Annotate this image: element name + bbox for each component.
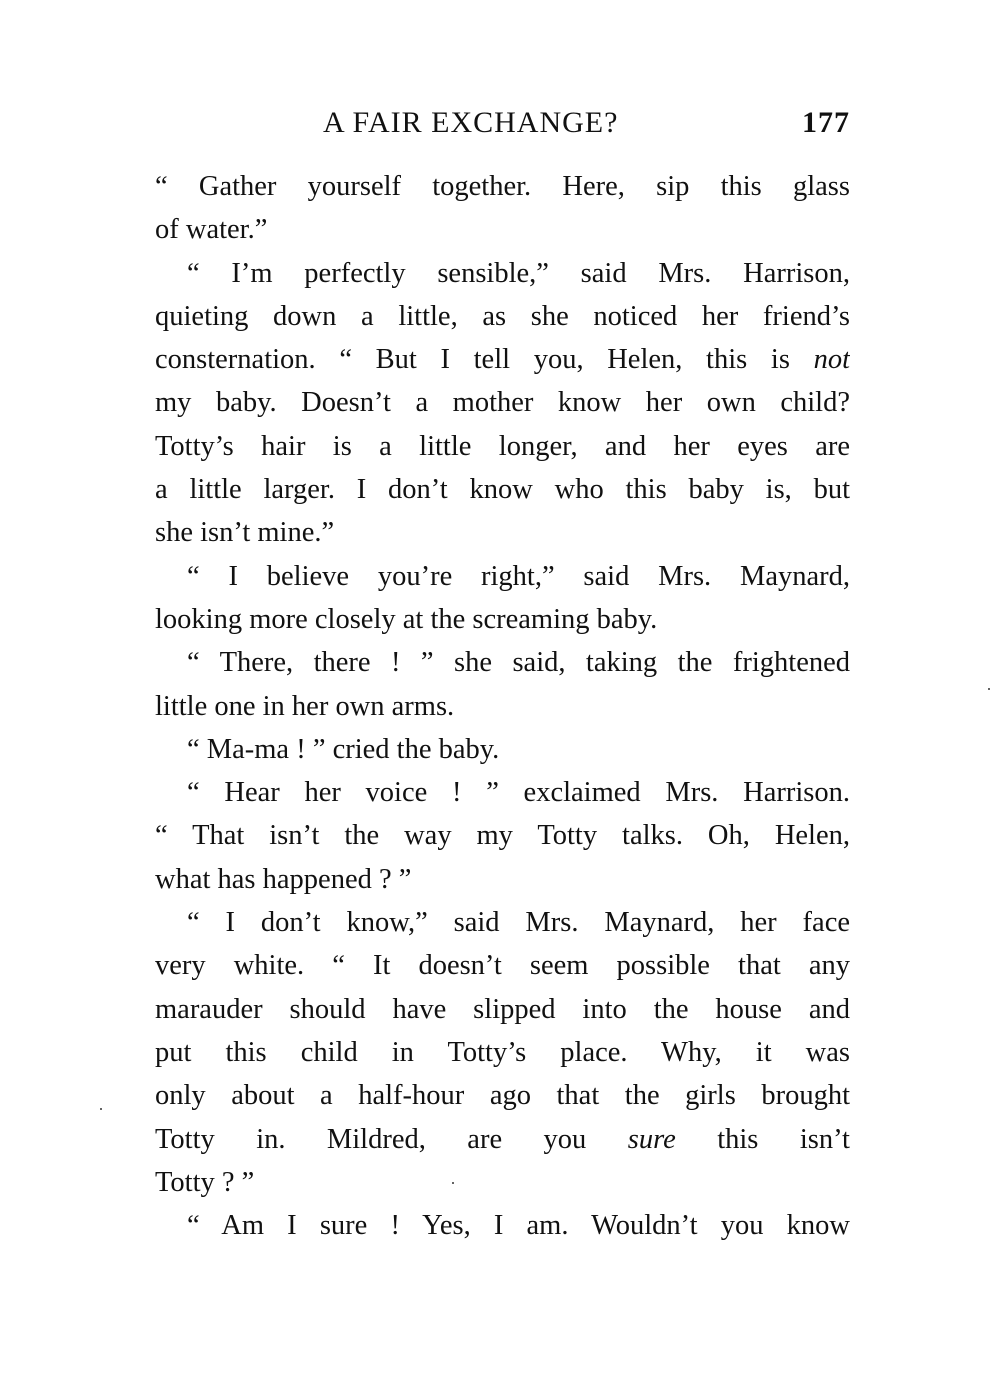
text-line: “ I believe you’re right,” said Mrs. Maynard,: [187, 560, 850, 592]
text-line: Totty’s hair is a little longer, and her eyes are: [155, 430, 850, 462]
scan-speck: [452, 1182, 454, 1184]
text-line: my baby. Doesn’t a mother know her own child?: [155, 387, 850, 419]
text-line: what has happened ? ”: [155, 863, 412, 895]
italic-emphasis: not: [813, 344, 850, 376]
text-line: [155, 338, 850, 381]
text-line: [155, 1118, 850, 1161]
text-line: “ Ma-ma ! ” cried the baby.: [187, 733, 500, 765]
text-run: Totty in. Mildred, are you: [155, 1123, 628, 1155]
text-line: “ I don’t know,” said Mrs. Maynard, her face: [187, 907, 850, 939]
text-line: only about a half-hour ago that the girls brought: [155, 1080, 850, 1112]
text-line: put this child in Totty’s place. Why, it was: [155, 1036, 850, 1068]
italic-emphasis: sure: [627, 1123, 676, 1155]
text-line: looking more closely at the screaming baby.: [155, 603, 658, 635]
text-line: very white. “ It doesn’t seem possible that any: [155, 950, 850, 982]
running-head: [155, 106, 850, 146]
text-line: Totty ? ”: [155, 1166, 255, 1198]
scan-speck: [100, 1108, 102, 1110]
text-line: quieting down a little, as she noticed her friend’s: [155, 300, 850, 332]
page-number: 177: [802, 106, 850, 139]
text-run: consternation. “ But I tell you, Helen, this is: [155, 344, 814, 376]
text-line: little one in her own arms.: [155, 690, 455, 722]
text-line: “ That isn’t the way my Totty talks. Oh, Helen,: [155, 820, 850, 852]
text-run: this isn’t: [675, 1123, 850, 1155]
text-line: “ Gather yourself together. Here, sip this glass: [155, 171, 850, 202]
text-line: “ Hear her voice ! ” exclaimed Mrs. Harrison.: [187, 777, 850, 809]
text-line: a little larger. I don’t know who this baby is, but: [155, 474, 850, 506]
text-line: “ There, there ! ” she said, taking the frightened: [187, 647, 850, 679]
book-page: [155, 0, 850, 1377]
text-line: of water.”: [155, 214, 268, 246]
running-title: A FAIR EXCHANGE?: [323, 106, 619, 139]
text-line: “ Am I sure ! Yes, I am. Wouldn’t you know: [187, 1210, 850, 1242]
text-line: “ I’m perfectly sensible,” said Mrs. Harrison,: [187, 257, 850, 289]
text-line: marauder should have slipped into the house and: [155, 993, 850, 1025]
body-text: [155, 165, 850, 1247]
scan-speck: [988, 688, 990, 690]
text-line: she isn’t mine.”: [155, 517, 335, 549]
